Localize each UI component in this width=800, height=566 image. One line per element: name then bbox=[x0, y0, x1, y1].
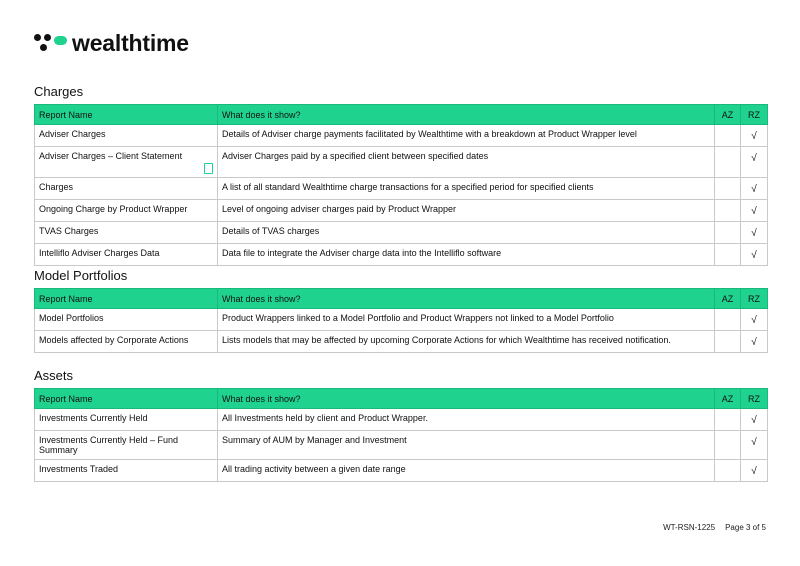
table-row bbox=[35, 178, 768, 200]
az-cell bbox=[715, 200, 741, 222]
az-cell bbox=[715, 125, 741, 147]
report-description: All trading activity between a given date range bbox=[218, 460, 715, 482]
col-rz: RZ bbox=[741, 105, 768, 125]
table-row bbox=[35, 409, 768, 431]
col-az: AZ bbox=[715, 289, 741, 309]
rz-cell: √ bbox=[741, 409, 768, 431]
az-cell bbox=[715, 431, 741, 460]
header-row bbox=[35, 105, 768, 125]
section-assets bbox=[34, 368, 767, 482]
section-title: Charges bbox=[34, 84, 84, 99]
rz-cell: √ bbox=[741, 178, 768, 200]
rz-cell: √ bbox=[741, 331, 768, 353]
table-row bbox=[35, 147, 768, 178]
rz-cell: √ bbox=[741, 431, 768, 460]
report-name: Models affected by Corporate Actions bbox=[35, 331, 218, 353]
section-title: Assets bbox=[34, 368, 74, 383]
az-cell bbox=[715, 178, 741, 200]
report-description: Adviser Charges paid by a specified client between specified dates bbox=[218, 147, 715, 178]
report-name: Adviser Charges bbox=[35, 125, 218, 147]
doc-code: WT-RSN-1225 bbox=[663, 523, 716, 532]
rz-cell: √ bbox=[741, 200, 768, 222]
page-number: Page 3 of 5 bbox=[725, 523, 766, 532]
model-portfolios-table bbox=[34, 288, 768, 353]
table-row bbox=[35, 244, 768, 266]
col-rz: RZ bbox=[741, 389, 768, 409]
az-cell bbox=[715, 460, 741, 482]
rz-cell: √ bbox=[741, 125, 768, 147]
rz-cell: √ bbox=[741, 460, 768, 482]
report-name-cell bbox=[35, 147, 218, 178]
assets-table bbox=[34, 388, 768, 482]
table-row bbox=[35, 431, 768, 460]
logo-mark-icon bbox=[34, 31, 70, 57]
col-az: AZ bbox=[715, 389, 741, 409]
rz-cell: √ bbox=[741, 222, 768, 244]
col-what: What does it show? bbox=[218, 105, 715, 125]
table-row bbox=[35, 460, 768, 482]
section-charges bbox=[34, 84, 767, 266]
rz-cell: √ bbox=[741, 309, 768, 331]
col-az: AZ bbox=[715, 105, 741, 125]
col-report-name: Report Name bbox=[35, 289, 218, 309]
report-description: Level of ongoing adviser charges paid by Product Wrapper bbox=[218, 200, 715, 222]
report-name: Investments Currently Held – Fund Summary bbox=[35, 431, 218, 460]
az-cell bbox=[715, 409, 741, 431]
report-name: Investments Traded bbox=[35, 460, 218, 482]
col-what: What does it show? bbox=[218, 289, 715, 309]
rz-cell: √ bbox=[741, 244, 768, 266]
charges-table bbox=[34, 104, 768, 266]
col-report-name: Report Name bbox=[35, 105, 218, 125]
col-report-name: Report Name bbox=[35, 389, 218, 409]
header-row bbox=[35, 289, 768, 309]
report-name: Ongoing Charge by Product Wrapper bbox=[35, 200, 218, 222]
section-title: Model Portfolios bbox=[34, 268, 128, 283]
report-description: Details of TVAS charges bbox=[218, 222, 715, 244]
report-description: A list of all standard Wealthtime charge transactions for a specified period for specified clients bbox=[218, 178, 715, 200]
report-description: Summary of AUM by Manager and Investment bbox=[218, 431, 715, 460]
az-cell bbox=[715, 309, 741, 331]
report-description: Lists models that may be affected by upcoming Corporate Actions for which Wealthtime has received notification. bbox=[218, 331, 715, 353]
header-row bbox=[35, 389, 768, 409]
section-model-portfolios bbox=[34, 268, 767, 353]
table-row bbox=[35, 222, 768, 244]
table-row bbox=[35, 331, 768, 353]
report-name: Investments Currently Held bbox=[35, 409, 218, 431]
report-description: Data file to integrate the Adviser charge data into the Intelliflo software bbox=[218, 244, 715, 266]
table-row bbox=[35, 125, 768, 147]
wealthtime-logo bbox=[34, 30, 189, 57]
report-name: TVAS Charges bbox=[35, 222, 218, 244]
report-description: Details of Adviser charge payments facilitated by Wealthtime with a breakdown at Product Wrapper level bbox=[218, 125, 715, 147]
document-icon bbox=[204, 163, 213, 174]
report-name: Intelliflo Adviser Charges Data bbox=[35, 244, 218, 266]
report-name: Charges bbox=[35, 178, 218, 200]
report-description: All Investments held by client and Product Wrapper. bbox=[218, 409, 715, 431]
az-cell bbox=[715, 222, 741, 244]
report-name: Adviser Charges – Client Statement bbox=[39, 151, 183, 161]
az-cell bbox=[715, 244, 741, 266]
page-footer bbox=[663, 523, 766, 532]
rz-cell: √ bbox=[741, 147, 768, 178]
report-description: Product Wrappers linked to a Model Portfolio and Product Wrappers not linked to a Model Portfolio bbox=[218, 309, 715, 331]
table-row bbox=[35, 200, 768, 222]
report-name: Model Portfolios bbox=[35, 309, 218, 331]
col-what: What does it show? bbox=[218, 389, 715, 409]
brand-name: wealthtime bbox=[72, 30, 189, 56]
table-row bbox=[35, 309, 768, 331]
az-cell bbox=[715, 331, 741, 353]
col-rz: RZ bbox=[741, 289, 768, 309]
az-cell bbox=[715, 147, 741, 178]
